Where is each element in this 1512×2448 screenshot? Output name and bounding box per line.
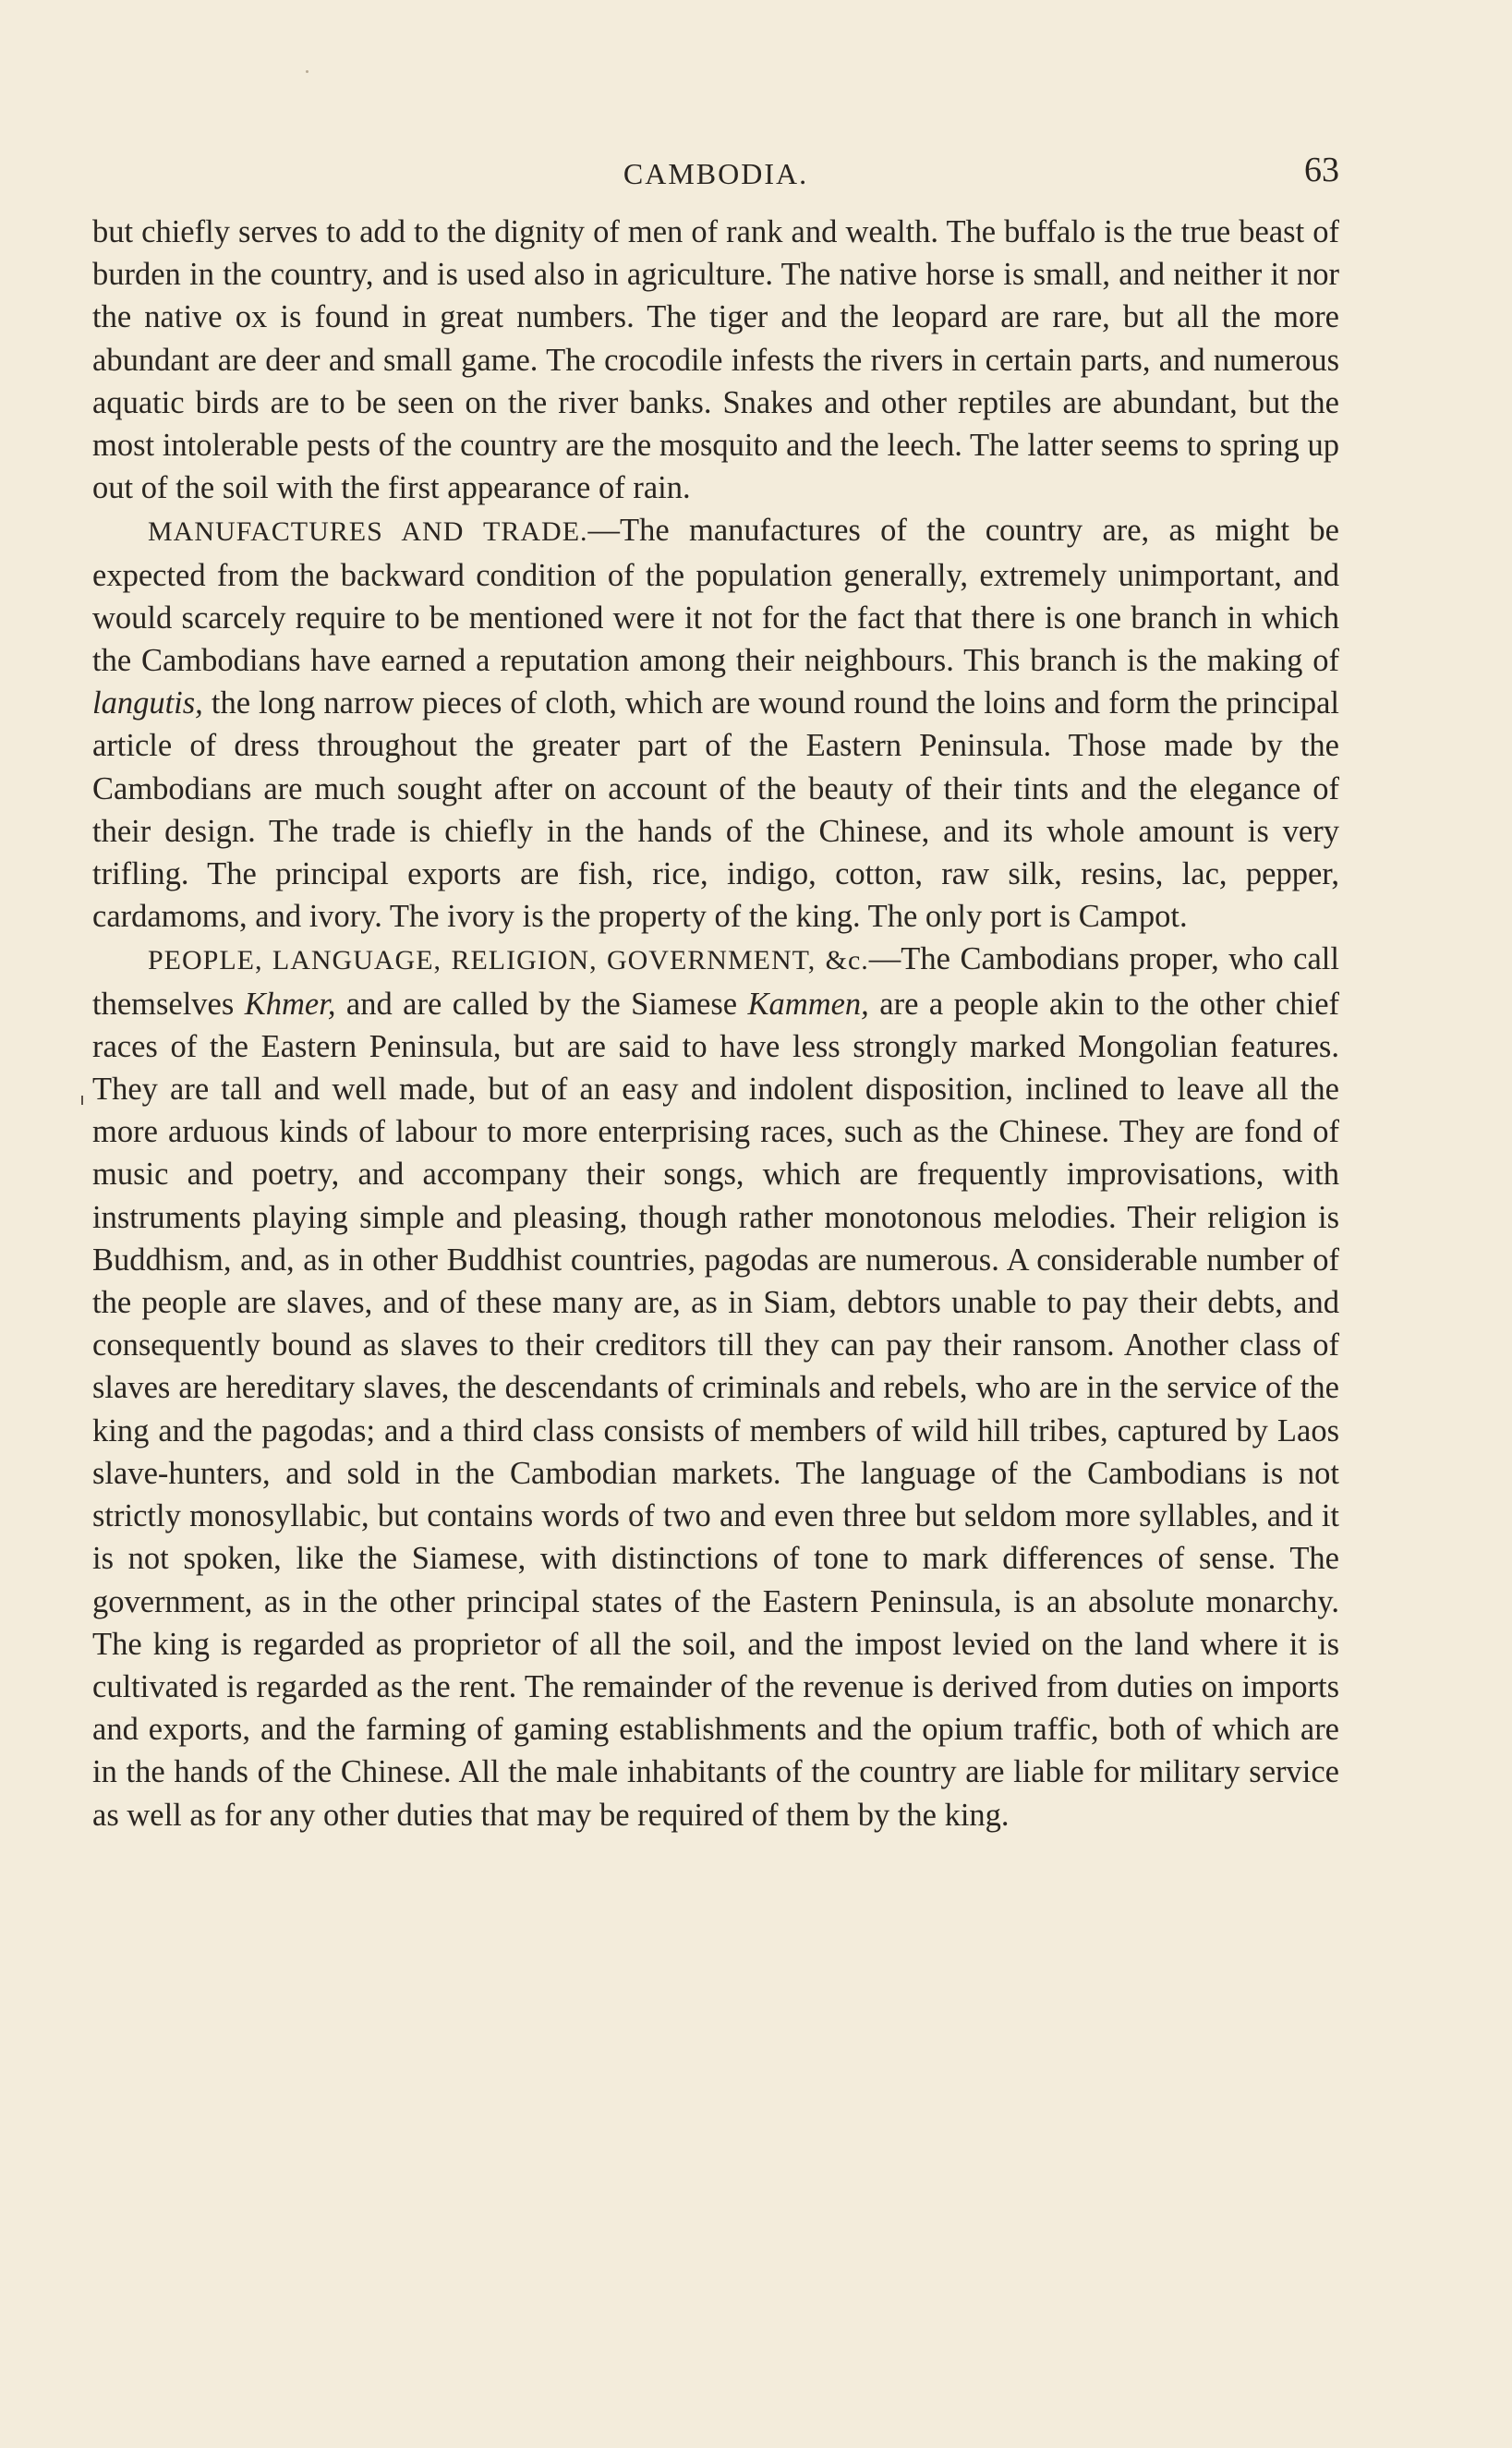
margin-mark <box>81 1096 83 1105</box>
section-heading-manufactures: MANUFACTURES AND TRADE. <box>148 516 588 548</box>
paragraph-text: and are called by the Siamese <box>335 986 748 1022</box>
paragraph-people <box>92 938 1339 1836</box>
paragraph-text: are a people akin to the other chief races of the Eastern Peninsula, but are said to have less strongly marked Mongolian features. They are tall and well made, but of an easy and indolent disposition, inclined to leave all the more arduous kinds of labour to more enterprising races, such as the Chinese. They are fond of music and poetry, and accompany their songs, which are frequently improvisations, with instruments playing simple and pleasing, though rather monotonous melodies. Their religion is Buddhism, and, as in other Buddhist countries, pagodas are numerous. A considerable number of the people are slaves, and of these many are, as in Siam, debtors unable to pay their debts, and consequently bound as slaves to their creditors till they can pay their ransom. Another class of slaves are hereditary slaves, the descendants of criminals and rebels, who are in the service of the king and the pagodas; and a third class consists of members of wild hill tribes, captured by Laos slave-hunters, and sold in the Cambodian markets. The language of the Cambodians is not strictly monosyllabic, but contains words of two and even three but seldom more syllables, and it is not spoken, like the Siamese, with distinctions of tone to mark differences of sense. The government, as in the other principal states of the Eastern Peninsula, is an absolute monarchy. The king is regarded as proprietor of all the soil, and the impost levied on the land where it is cultivated is regarded as the rent. The remainder of the revenue is derived from duties on imports and exports, and the farming of gaming establishments and the opium traffic, both of which are in the hands of the Chinese. All the male inhabitants of the country are liable for military service as well as for any other duties that may be required of them by the king. <box>92 986 1340 1833</box>
running-title: CAMBODIA. <box>623 157 809 190</box>
italic-term-kammen: Kammen, <box>747 986 869 1022</box>
paragraph-manufactures <box>92 509 1339 938</box>
section-heading-people: PEOPLE, LANGUAGE, RELIGION, GOVERNMENT, &c. <box>148 945 869 976</box>
running-head <box>92 150 1339 196</box>
italic-term-langutis: langutis, <box>92 685 203 721</box>
paper-speck <box>306 70 308 73</box>
italic-term-khmer: Khmer, <box>244 986 336 1022</box>
page-number: 63 <box>1304 151 1339 189</box>
paragraph-text: the long narrow pieces of cloth, which are wound round the loins and form the principal article of dress throughout the greater part of the Eastern Peninsula. Those made by the Cambodians are much sought after on account of the beauty of their tints and the elegance of their design. The trade is chiefly in the hands of the Chinese, and its whole amount is very trifling. The principal exports are fish, rice, indigo, cotton, raw silk, resins, lac, pepper, cardamoms, and ivory. The ivory is the property of the king. The only port is Campot. <box>92 685 1339 935</box>
body-text <box>92 211 1339 1836</box>
paragraph-animals: but chiefly serves to add to the dignity of men of rank and wealth. The buffalo is the true beast of burden in the country, and is used also in agriculture. The native horse is small, and neither it nor the native ox is found in great numbers. The tiger and the leopard are rare, but all the more abundant are deer and small game. The crocodile infests the rivers in certain parts, and numerous aquatic birds are to be seen on the river banks. Snakes and other reptiles are abundant, but the most intolerable pests of the country are the mosquito and the leech. The latter seems to spring up out of the soil with the first appearance of rain. <box>92 214 1339 506</box>
paragraph-text: —The manufactures of the country are, as might be expected from the backward condition of the population generally, extremely unimportant, and would scarcely require to be mentioned were it not for the fact that there is one branch in which the Cambodians have earned a reputation among their neighbours. This branch is the making of <box>92 513 1339 679</box>
paragraph-text: —The Cambodians proper, who call themselves <box>92 941 1339 1022</box>
